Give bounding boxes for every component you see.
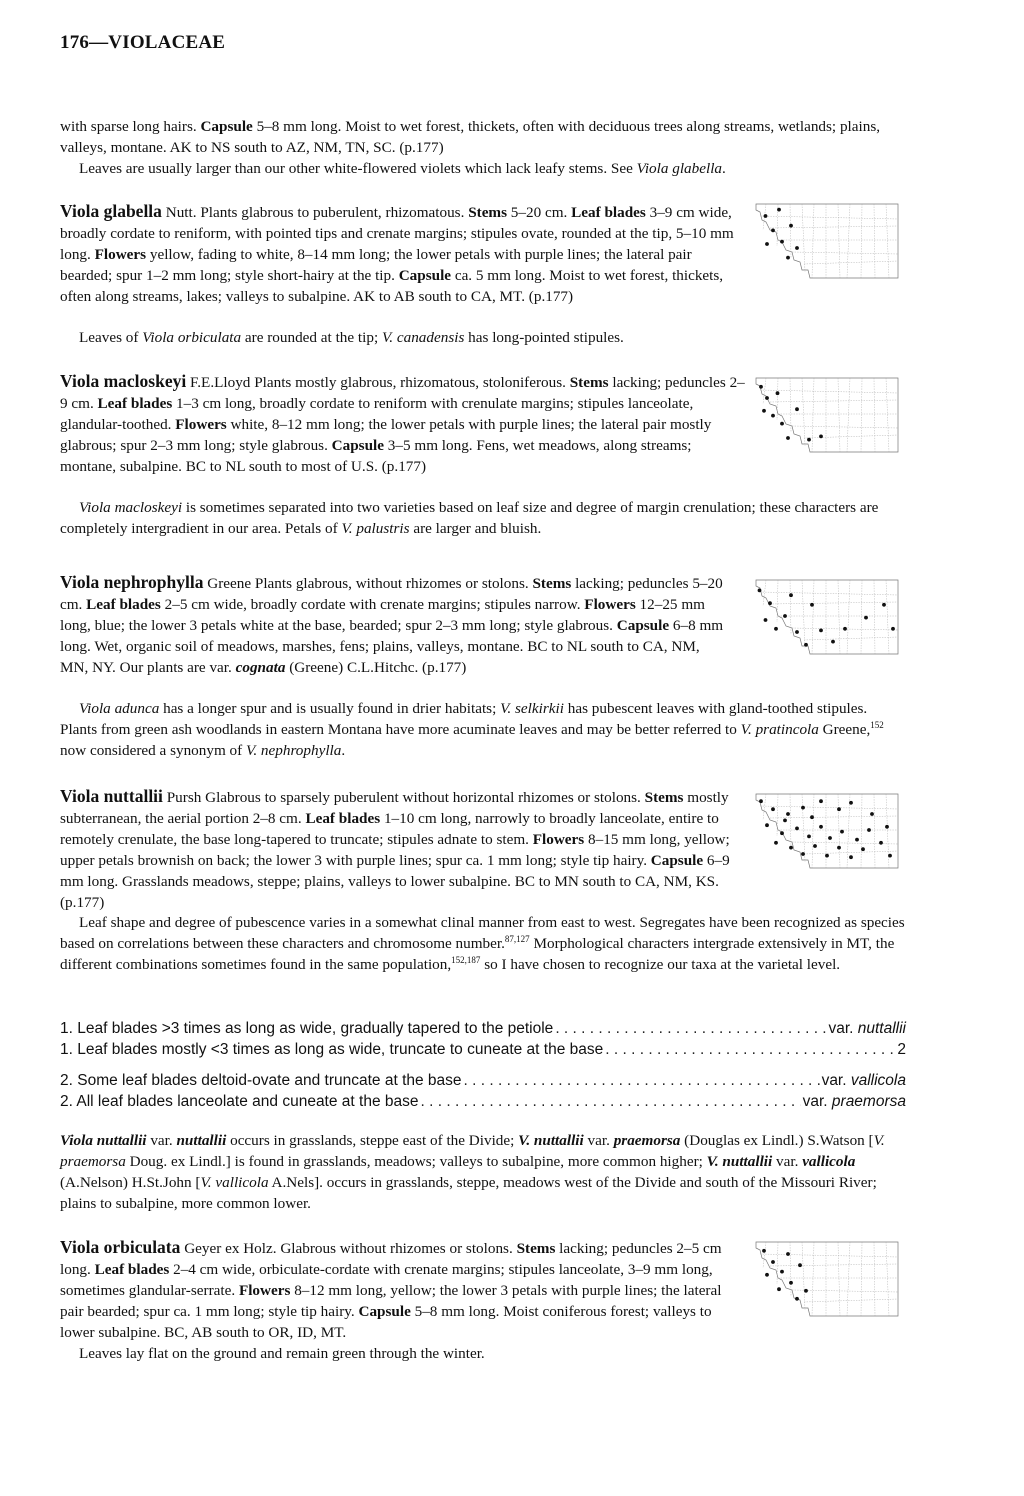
occurrence-dot: [882, 603, 886, 607]
occurrence-dot: [819, 799, 823, 803]
distribution-map-nuttallii: [752, 790, 902, 870]
text: (Greene) C.L.Hitchc. (p.177): [285, 659, 467, 676]
occurrence-dot: [771, 414, 775, 418]
county-line: [804, 261, 898, 264]
key-couplet-1a: [60, 1018, 906, 1039]
species-note: [60, 497, 906, 539]
occurrence-dot: [879, 841, 883, 845]
county-line: [770, 226, 898, 228]
occurrence-dot: [867, 828, 871, 832]
occurrence-dot: [768, 601, 772, 605]
county-line: [874, 1242, 875, 1316]
species-note: [60, 327, 906, 348]
occurrence-dot: [795, 1297, 799, 1301]
species-macloskeyi-note: [60, 497, 906, 539]
county-line: [770, 816, 898, 818]
text: A.Nels]. occurs in grasslands, steppe, meadows west of the Divide and south of the Missouri River; plains to subalpine, more common lower.: [60, 1174, 877, 1212]
leader-dots: [421, 1091, 801, 1112]
text: (Douglas ex Lindl.) S.Watson [: [680, 1132, 874, 1149]
text: has pubescent leaves with gland-toothed stipules. Plants from green ash woodlands in eastern Montana have more acuminate leaves and may be better referred to: [60, 700, 868, 738]
county-line: [790, 580, 791, 634]
occurrence-dot: [765, 823, 769, 827]
identification-key: [60, 1018, 906, 1112]
county-line: [886, 204, 889, 278]
taxon-ref: V. selkirkii: [500, 700, 564, 717]
county-line: [760, 1254, 898, 1257]
term: Flowers: [532, 831, 585, 848]
occurrence-dot: [789, 1281, 793, 1285]
text: 2–4 cm wide, orbiculate-cordate with crenate margins; stipules lanceolate, 3–9 mm long, sometimes glandular-serrate.: [60, 1261, 713, 1299]
text: var.: [828, 1020, 858, 1037]
occurrence-dot: [888, 854, 892, 858]
county-line: [804, 637, 898, 640]
occurrence-dot: [762, 409, 766, 413]
county-line: [802, 378, 805, 446]
county-line: [802, 794, 805, 862]
county-line: [770, 400, 898, 402]
text: 1–3 cm long, broadly cordate to reniform with crenulate margins; stipules lanceolate, glandular-toothed.: [60, 395, 694, 433]
occurrence-dot: [777, 208, 781, 212]
county-line: [804, 435, 898, 438]
county-line: [861, 580, 862, 654]
text: 6–9 mm long. Grasslands meadows, steppe; plains, valleys to lower subalpine. BC to MN south to CA, NM, KS. (p.177): [60, 852, 730, 911]
text: Pursh Glabrous to sparsely puberulent without horizontal rhizomes or stolons.: [162, 789, 645, 806]
intro-note: [60, 158, 906, 179]
county-line: [790, 1242, 791, 1296]
county-line: [763, 1242, 766, 1268]
term: Capsule: [616, 617, 670, 634]
county-line: [770, 602, 898, 604]
text: lacking; peduncles 2–5 cm long.: [60, 1240, 722, 1278]
occurrence-dot: [765, 242, 769, 246]
occurrence-dot: [837, 846, 841, 850]
occurrence-dot: [789, 846, 793, 850]
occurrence-dot: [765, 396, 769, 400]
montana-map: [752, 200, 902, 280]
text: Greene,: [818, 721, 871, 738]
occurrence-dot: [780, 240, 784, 244]
distribution-map-orbiculata: [752, 1238, 902, 1318]
occurrence-dot: [762, 1249, 766, 1253]
occurrence-dot: [795, 407, 799, 411]
county-line: [838, 580, 840, 654]
occurrence-dot: [804, 643, 808, 647]
species-description: [60, 572, 730, 678]
occurrence-dot: [759, 799, 763, 803]
occurrence-dot: [780, 1270, 784, 1274]
county-line: [812, 378, 814, 452]
taxon-ref: V. pratincola: [740, 721, 819, 738]
taxon-ref: V. nuttallii: [706, 1153, 773, 1170]
key-lead: 1. Leaf blades mostly <3 times as long as wide, truncate to cuneate at the base: [60, 1041, 604, 1058]
term: Leaf blades: [86, 596, 161, 613]
text: lacking; peduncles 5–20 cm.: [60, 575, 723, 613]
occurrence-dot: [807, 835, 811, 839]
occurrence-dot: [828, 836, 832, 840]
occurrence-dot: [813, 844, 817, 848]
species-name: Viola orbiculata: [60, 1237, 181, 1257]
occurrence-dot: [810, 815, 814, 819]
text: var.: [583, 1132, 614, 1149]
leader-dots: [555, 1018, 826, 1039]
occurrence-dot: [831, 640, 835, 644]
occurrence-dot: [795, 246, 799, 250]
text: Nutt. Plants glabrous to puberulent, rhizomatous.: [161, 204, 469, 221]
key-result: [828, 1018, 906, 1039]
term: Leaf blades: [305, 810, 381, 827]
occurrence-dot: [758, 589, 762, 593]
occurrence-dot: [771, 229, 775, 233]
occurrence-dot: [764, 214, 768, 218]
occurrence-dot: [810, 603, 814, 607]
county-line: [861, 794, 862, 868]
county-line: [804, 1299, 898, 1302]
text: Leaves of: [79, 329, 143, 346]
occurrence-dot: [786, 256, 790, 260]
species-glabella: [60, 201, 740, 307]
county-line: [802, 1242, 805, 1310]
species-orbiculata: [60, 1237, 736, 1364]
text: 5–8 mm long. Moist to wet forest, thickets, often with deciduous trees along streams, wetlands; plains, valleys, montane. AK to NS south to AZ, NM, TN, SC. (p.177): [60, 118, 881, 156]
county-line: [861, 1242, 862, 1316]
county-line: [770, 1264, 898, 1266]
variety-name: vallicola: [850, 1072, 906, 1089]
occurrence-dot: [855, 838, 859, 842]
occurrence-dot: [765, 1273, 769, 1277]
key-result: [803, 1091, 906, 1112]
species-name: Viola nephrophylla: [60, 572, 204, 592]
occurrence-dot: [864, 616, 868, 620]
distribution-map-macloskeyi: [752, 374, 902, 454]
county-line: [792, 252, 898, 254]
species-macloskeyi: [60, 371, 750, 477]
text: ca. 5 mm long. Moist to wet forest, thickets, often along streams, lakes; valleys to subalpine. AK to AB south to CA, MT. (p.177): [60, 267, 724, 305]
taxon-ref: Viola orbiculata: [142, 329, 242, 346]
text: var.: [146, 1132, 177, 1149]
text: are rounded at the tip;: [241, 329, 382, 346]
occurrence-dot: [870, 812, 874, 816]
text: 5–8 mm long. Moist coniferous forest; valleys to lower subalpine. BC, AB south to OR, ID, MT.: [60, 1303, 712, 1341]
species-description: [60, 201, 740, 307]
text: 3–9 cm wide, broadly cordate to reniform, with pointed tips and crenate margins; stipules ovate, rounded at the tip, 5–10 mm long.: [60, 204, 734, 263]
term-capsule: Capsule: [200, 118, 253, 135]
taxon-ref: V. palustris: [341, 520, 410, 537]
county-line: [804, 851, 898, 854]
text: lacking; peduncles 2–9 cm.: [60, 374, 745, 412]
text: Geyer ex Holz. Glabrous without rhizomes or stolons.: [180, 1240, 517, 1257]
variety-name: nuttallii: [176, 1132, 227, 1149]
text: with sparse long hairs.: [60, 118, 201, 135]
running-head: 176—VIOLACEAE: [60, 32, 226, 53]
occurrence-dot: [819, 435, 823, 439]
key-lead: 2. All leaf blades lanceolate and cuneate at the base: [60, 1093, 419, 1110]
text: so I have chosen to recognize our taxa at the varietal level.: [480, 956, 841, 973]
occurrence-dot: [776, 391, 780, 395]
taxon-ref: V. nephrophylla: [246, 742, 342, 759]
occurrence-dot: [801, 852, 805, 856]
text: 8–15 mm long, yellow; upper petals brownish on back; the lower 3 with purple lines; spur ca. 1 mm long; style tip hairy.: [60, 831, 730, 869]
distribution-map-glabella: [752, 200, 902, 280]
citation-ref: 152,187: [451, 954, 481, 965]
taxon-ref: V. vallicola: [200, 1174, 269, 1191]
key-result: [822, 1070, 906, 1091]
taxon-ref: Viola nuttallii: [60, 1132, 147, 1149]
county-line: [874, 580, 875, 654]
text: Doug. ex Lindl.] is found in grasslands, meadows; valleys to subalpine, more common higher;: [125, 1153, 707, 1170]
occurrence-dot: [777, 1287, 781, 1291]
text: has a longer spur and is usually found in drier habitats;: [159, 700, 501, 717]
leader-dots: [605, 1039, 895, 1060]
term: Leaf blades: [94, 1261, 170, 1278]
variety-name: praemorsa: [613, 1132, 681, 1149]
county-line: [760, 390, 898, 393]
occurrence-dot: [804, 1289, 808, 1293]
county-line: [812, 794, 814, 868]
text: 2–5 cm wide, broadly cordate with crenate margins; stipules narrow.: [160, 596, 585, 613]
text: 3–5 mm long. Fens, wet meadows, along streams; montane, subalpine. BC to NL south to most of U.S. (p.177): [60, 437, 692, 475]
county-line: [763, 378, 766, 404]
variety-name: vallicola: [802, 1153, 856, 1170]
text: mostly subterranean, the aerial portion 2–8 cm.: [60, 789, 729, 827]
intro-block: [60, 116, 906, 179]
occurrence-dot: [849, 801, 853, 805]
occurrence-dot: [807, 438, 811, 442]
term: Stems: [644, 789, 684, 806]
term: Leaf blades: [571, 204, 646, 221]
county-line: [802, 204, 805, 272]
key-couplet-1b: [60, 1039, 906, 1060]
county-line: [838, 1242, 840, 1316]
occurrence-dot: [885, 825, 889, 829]
county-line: [838, 204, 840, 278]
occurrence-dot: [825, 854, 829, 858]
species-description: [60, 1237, 736, 1343]
species-description: [60, 371, 750, 477]
species-nuttallii-note: [60, 912, 906, 975]
species-description: [60, 786, 745, 913]
taxon-ref: V. canadensis: [381, 329, 465, 346]
occurrence-dot: [789, 593, 793, 597]
varieties-text: [60, 1130, 906, 1214]
montana-map: [752, 576, 902, 656]
species-note: [60, 1343, 736, 1364]
county-line: [792, 1290, 898, 1292]
term: Stems: [569, 374, 609, 391]
occurrence-dot: [819, 629, 823, 633]
text: white, 8–12 mm long; the lower petals with purple lines; the lateral pair mostly glabrous; spur 2–3 mm long; style glabrous.: [60, 416, 712, 454]
occurrence-dot: [798, 1263, 802, 1267]
text: (A.Nelson) H.St.John [: [60, 1174, 201, 1191]
text: 1–10 cm long, narrowly to broadly lanceolate, entire to remotely crenulate, the base long-tapered to truncate; stipules adnate to stem.: [60, 810, 719, 848]
county-line: [847, 378, 850, 452]
term: Flowers: [175, 416, 227, 433]
county-line: [874, 204, 875, 278]
species-name: Viola nuttallii: [60, 786, 163, 806]
term: Capsule: [398, 267, 452, 284]
occurrence-dot: [783, 819, 787, 823]
montana-map: [752, 790, 902, 870]
occurrence-dot: [861, 847, 865, 851]
species-nephrophylla: [60, 572, 730, 678]
intro-paragraph: [60, 116, 906, 158]
text: var.: [821, 1072, 851, 1089]
term: Capsule: [358, 1303, 411, 1320]
taxon-ref: V. praemorsa: [60, 1132, 885, 1170]
occurrence-dot: [801, 806, 805, 810]
county-line: [847, 204, 850, 278]
species-glabella-note: [60, 327, 906, 348]
county-line: [838, 794, 840, 868]
varieties-paragraph: [60, 1130, 906, 1214]
county-line: [874, 378, 875, 452]
occurrence-dot: [774, 841, 778, 845]
occurrence-dot: [786, 436, 790, 440]
county-line: [763, 580, 766, 606]
occurrence-dot: [786, 812, 790, 816]
county-line: [790, 794, 791, 848]
key-result: [897, 1039, 906, 1060]
county-line: [792, 426, 898, 428]
text: Morphological characters intergrade extensively in MT, the different combinations sometimes found in the same population,: [60, 935, 895, 973]
occurrence-dot: [849, 855, 853, 859]
county-line: [886, 1242, 889, 1316]
occurrence-dot: [759, 385, 763, 389]
county-line: [847, 1242, 850, 1316]
taxon-ref: Viola glabella: [636, 160, 723, 177]
species-name: Viola macloskeyi: [60, 371, 187, 391]
county-line: [760, 216, 898, 219]
county-line: [790, 204, 791, 258]
occurrence-dot: [840, 830, 844, 834]
term: Capsule: [331, 437, 384, 454]
text: now considered a synonym of: [60, 742, 247, 759]
occurrence-dot: [771, 807, 775, 811]
term: Capsule: [650, 852, 704, 869]
text: F.E.Lloyd Plants mostly glabrous, rhizomatous, stoloniferous.: [186, 374, 570, 391]
text: Leaf shape and degree of pubescence varies in a somewhat clinal manner from east to west. Segregates have been recognized as species based on correlations between these characters and chromosome number.: [60, 914, 905, 952]
variety-name: cognata: [235, 659, 286, 676]
county-line: [802, 580, 805, 648]
distribution-map-nephrophylla: [752, 576, 902, 656]
taxon-ref: V. nuttallii: [518, 1132, 584, 1149]
taxon-ref: Viola macloskeyi: [79, 499, 183, 516]
occurrence-dot: [795, 630, 799, 634]
text: 8–12 mm long, yellow; the lower 3 petals with purple lines; the lateral pair bearded; spur ca. 1 mm long; style tip hairy.: [60, 1282, 722, 1320]
text: has long-pointed stipules.: [464, 329, 624, 346]
county-line: [812, 204, 814, 278]
occurrence-dot: [764, 618, 768, 622]
montana-map: [752, 374, 902, 454]
text: Leaves are usually larger than our other white-flowered violets which lack leafy stems. See: [79, 160, 637, 177]
text: occurs in grasslands, steppe east of the Divide;: [226, 1132, 519, 1149]
text: is sometimes separated into two varieties based on leaf size and degree of margin crenulation; these characters are completely intergradient in our area. Petals of: [60, 499, 879, 537]
key-lead: 1. Leaf blades >3 times as long as wide, gradually tapered to the petiole: [60, 1020, 554, 1037]
leader-dots: [464, 1070, 820, 1091]
taxon-ref: Viola adunca: [79, 700, 160, 717]
occurrence-dot: [891, 627, 895, 631]
county-line: [886, 794, 889, 868]
text: Leaves lay flat on the ground and remain green through the winter.: [79, 1345, 485, 1362]
text: Greene Plants glabrous, without rhizomes or stolons.: [203, 575, 533, 592]
species-note: [60, 698, 906, 761]
citation-ref: 87,127: [504, 933, 530, 944]
text: 12–25 mm long, blue; the lower 3 petals white at the base, bearded; spur 2–3 mm long; style glabrous.: [60, 596, 705, 634]
key-couplet-2a: [60, 1070, 906, 1091]
occurrence-dot: [789, 224, 793, 228]
term: Leaf blades: [97, 395, 173, 412]
species-note: [60, 912, 906, 975]
term: Stems: [532, 575, 572, 592]
species-name: Viola glabella: [60, 201, 162, 221]
variety-name: praemorsa: [831, 1093, 906, 1110]
text: var.: [772, 1153, 803, 1170]
county-line: [838, 378, 840, 452]
county-line: [812, 580, 814, 654]
citation-ref: 152: [870, 719, 884, 730]
county-line: [874, 794, 875, 868]
county-line: [763, 794, 766, 820]
montana-map: [752, 1238, 902, 1318]
key-couplet-2b: [60, 1091, 906, 1112]
text: 6–8 mm long. Wet, organic soil of meadows, marshes, fens; plains, valleys, montane. BC to NL south to CA, NM, MN, NY. Our plants are var.: [60, 617, 724, 676]
term: Flowers: [238, 1282, 291, 1299]
species-nuttallii: [60, 786, 745, 913]
text: yellow, fading to white, 8–14 mm long; the lower petals with purple lines; the lateral pair bearded; spur 1–2 mm long; style short-hairy at the tip.: [60, 246, 692, 284]
occurrence-dot: [780, 831, 784, 835]
county-line: [886, 378, 889, 452]
county-line: [812, 1242, 814, 1316]
occurrence-dot: [795, 827, 799, 831]
term: Flowers: [584, 596, 636, 613]
occurrence-dot: [774, 627, 778, 631]
key-spacer: [60, 1060, 906, 1070]
text: var.: [802, 1093, 832, 1110]
occurrence-dot: [771, 1260, 775, 1264]
term: Flowers: [94, 246, 147, 263]
occurrence-dot: [780, 422, 784, 426]
county-line: [861, 204, 862, 278]
county-line: [790, 378, 791, 432]
species-nephrophylla-note: [60, 698, 906, 761]
county-line: [847, 580, 850, 654]
occurrence-dot: [819, 825, 823, 829]
occurrence-dot: [843, 627, 847, 631]
county-line: [886, 580, 889, 654]
county-line: [861, 378, 862, 452]
variety-name: nuttallii: [857, 1020, 906, 1037]
text: .: [722, 160, 726, 177]
text: 5–20 cm.: [507, 204, 572, 221]
occurrence-dot: [783, 614, 787, 618]
occurrence-dot: [786, 1252, 790, 1256]
text: are larger and bluish.: [409, 520, 542, 537]
term: Stems: [468, 204, 507, 221]
text: .: [341, 742, 346, 759]
county-line: [760, 592, 898, 595]
key-lead: 2. Some leaf blades deltoid-ovate and truncate at the base: [60, 1072, 462, 1089]
text: 2: [897, 1041, 906, 1058]
occurrence-dot: [837, 807, 841, 811]
term: Stems: [516, 1240, 556, 1257]
county-line: [760, 806, 898, 809]
